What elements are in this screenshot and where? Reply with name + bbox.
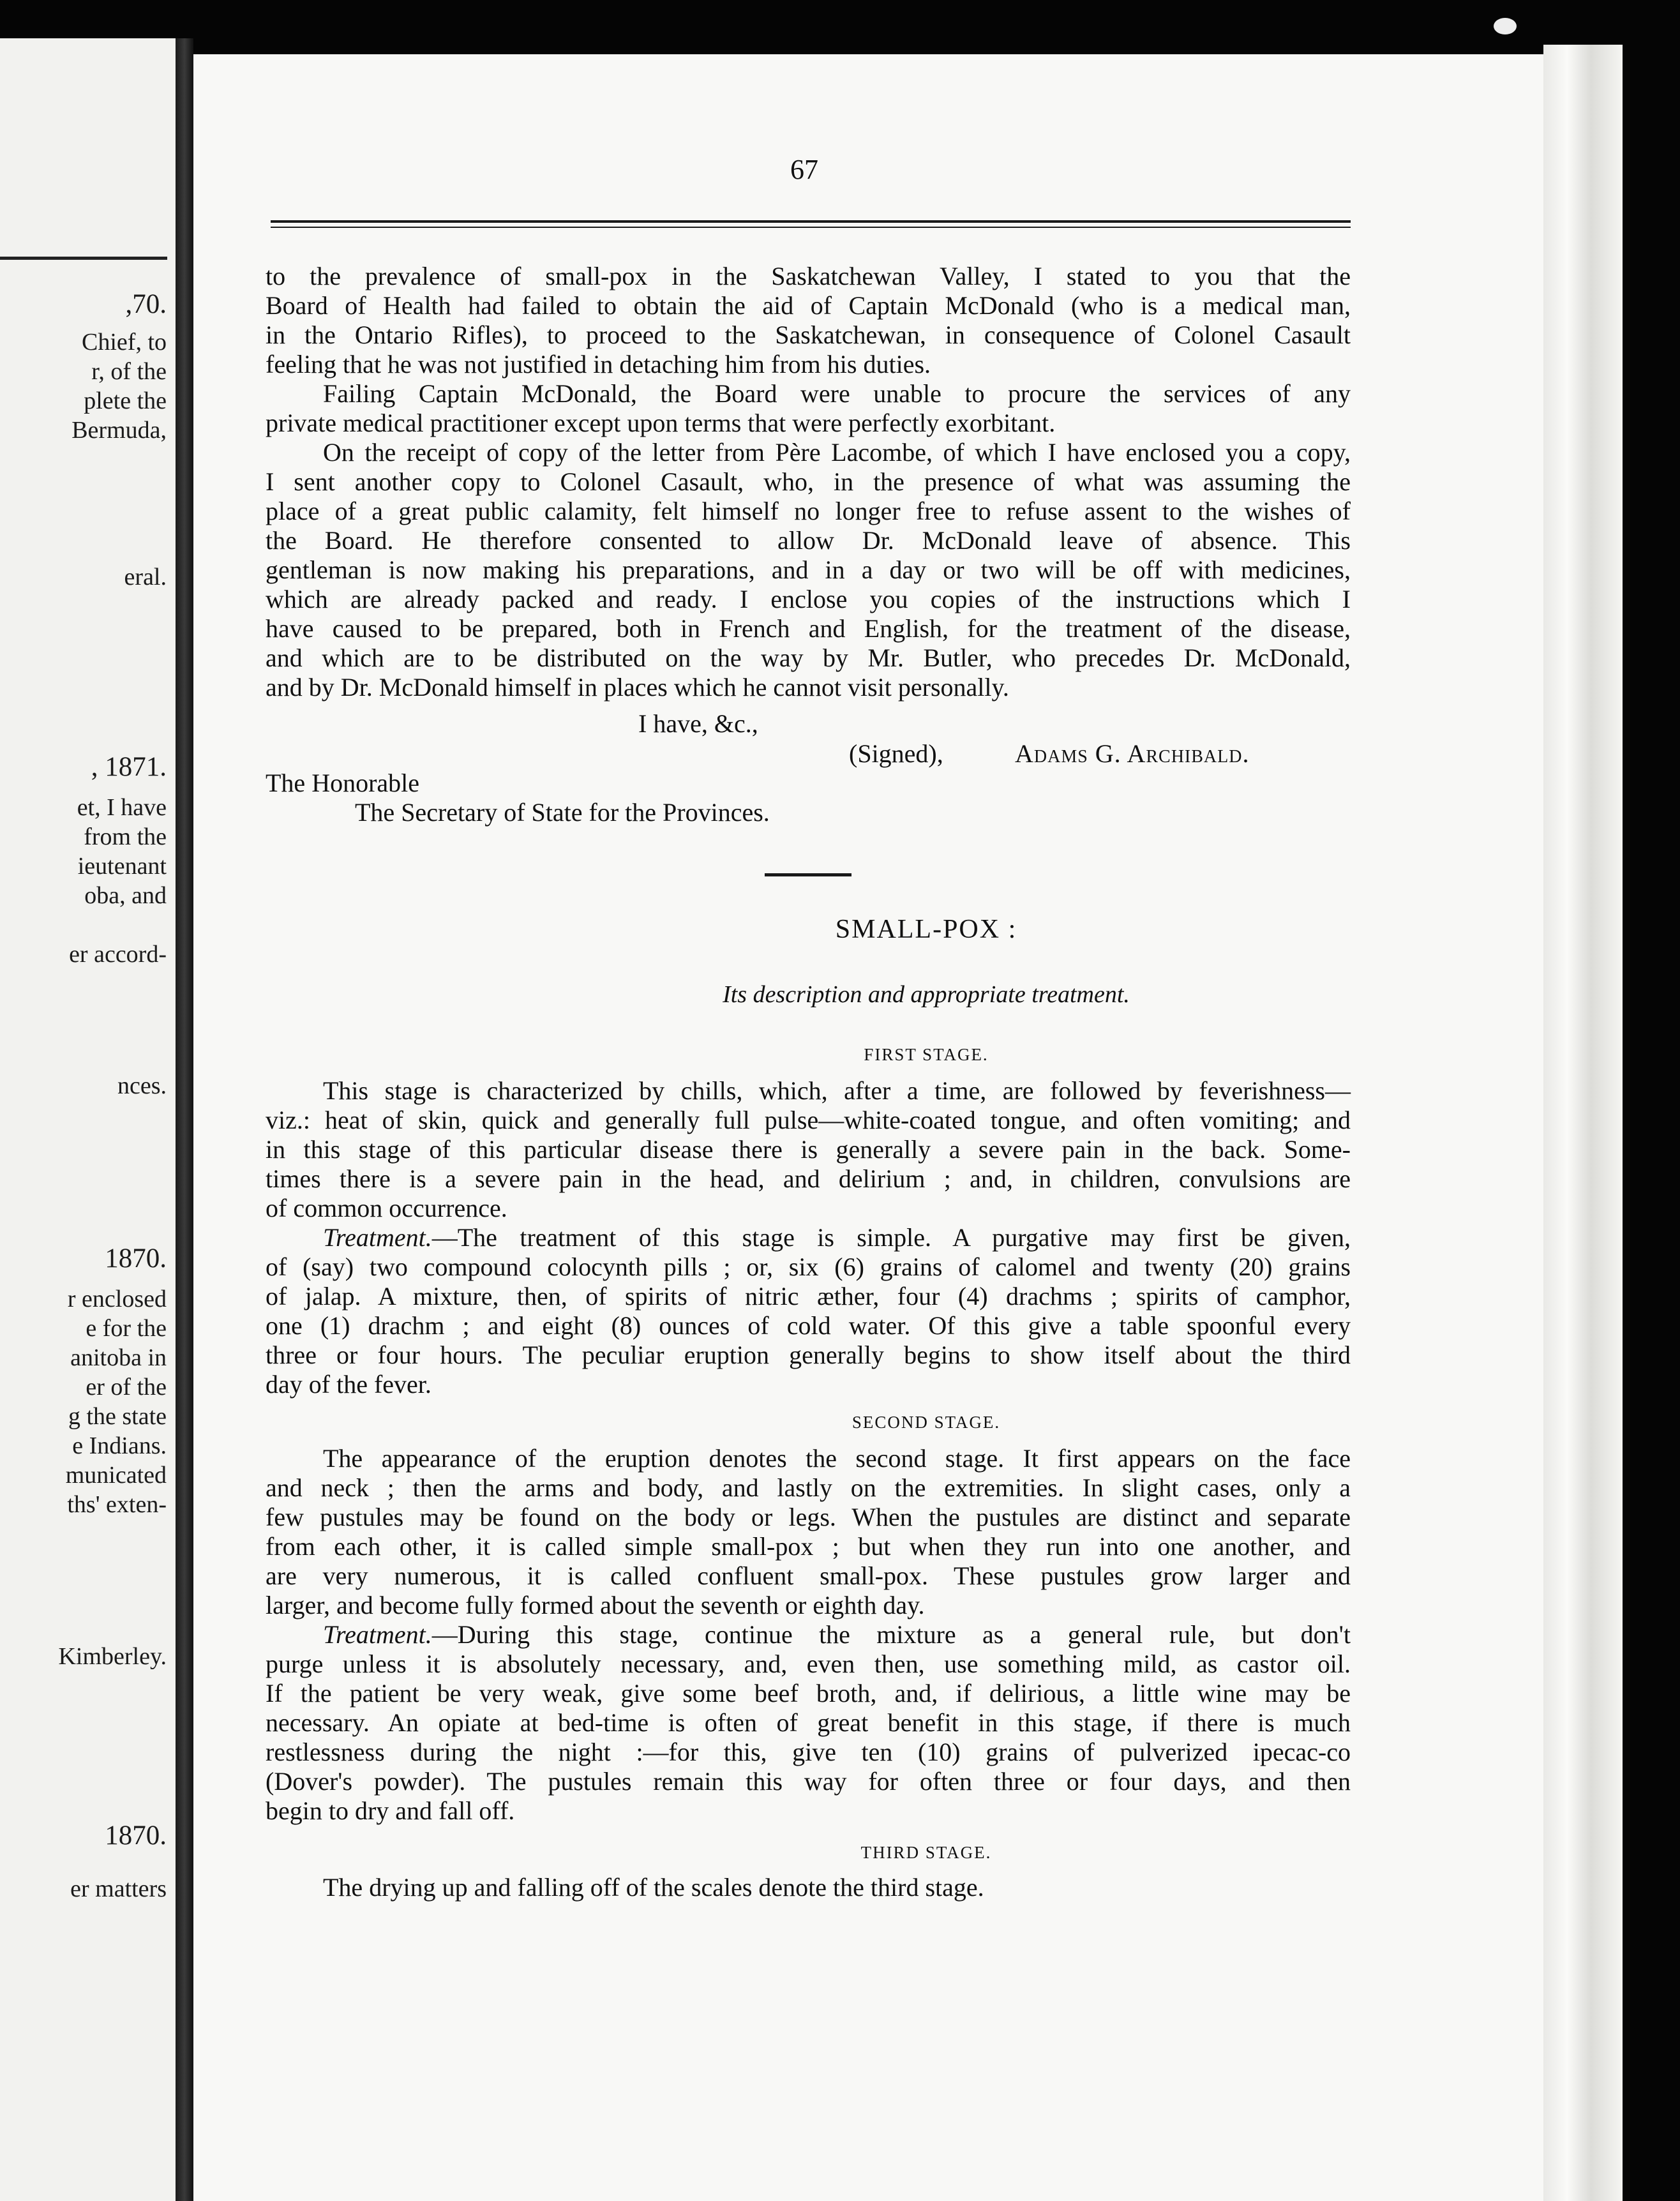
document-subtitle: Its description and appropriate treatment. [723, 981, 1130, 1008]
text-line: viz.: heat of skin, quick and generally full pulse—white-coated tongue, and often vomiting; and [266, 1106, 1351, 1134]
text-line-rest: —During this stage, continue the mixture as a general rule, but don't [431, 1620, 1351, 1649]
facing-page-text: et, I have [77, 794, 167, 821]
facing-page-rule [0, 257, 167, 260]
text-line: and which are to be distributed on the way by Mr. Butler, who precedes Dr. McDonald, [266, 643, 1351, 672]
first-stage-heading: FIRST STAGE. [864, 1045, 989, 1064]
text-line: and by Dr. McDonald himself in places which he cannot visit personally. [266, 673, 1009, 702]
facing-page-text: ,70. [125, 289, 167, 319]
text-line: place of a great public calamity, felt himself no longer free to refuse assent to the wishes of [266, 497, 1351, 525]
text-line: I sent another copy to Colonel Casault, who, in the presence of what was assuming the [266, 467, 1351, 496]
text-line: This stage is characterized by chills, which, after a time, are followed by feverishness— [323, 1076, 1351, 1105]
text-line: day of the fever. [266, 1370, 431, 1399]
facing-page-text: eral. [124, 564, 167, 590]
facing-page-text: r enclosed [67, 1286, 167, 1312]
binding-gutter [176, 38, 193, 2201]
treatment-label: Treatment. [323, 1620, 432, 1649]
page-edge [1543, 45, 1623, 2201]
text-line: feeling that he was not justified in detaching him from his duties. [266, 350, 931, 379]
facing-page-text: er of the [86, 1374, 167, 1401]
text-line: of (say) two compound colocynth pills ; or, six (6) grains of calomel and twenty (20) grains [266, 1252, 1351, 1281]
text-line: one (1) drachm ; and eight (8) ounces of cold water. Of this give a table spoonful every [266, 1311, 1351, 1340]
text-line [266, 1620, 1351, 1649]
facing-page-text: nces. [117, 1072, 167, 1099]
facing-page-text: municated [65, 1462, 167, 1489]
facing-page-text: Kimberley. [58, 1643, 167, 1670]
second-stage-heading: SECOND STAGE. [851, 1413, 1001, 1432]
facing-page-text: er matters [70, 1875, 167, 1902]
text-line: purge unless it is absolutely necessary, and, even then, use something mild, as castor oil. [266, 1649, 1351, 1678]
letter-paragraph-1 [266, 262, 1351, 379]
text-line: which are already packed and ready. I enclose you copies of the instructions which I [266, 585, 1351, 613]
text-line: (Dover's powder). The pustules remain this way for often three or four days, and then [266, 1767, 1351, 1796]
text-line: of jalap. A mixture, then, of spirits of nitric æther, four (4) drachms ; spirits of camphor, [266, 1282, 1351, 1311]
text-line-rest: —The treatment of this stage is simple. A purgative may first be given, [431, 1223, 1351, 1252]
addressee-line-2: The Secretary of State for the Provinces. [355, 798, 770, 827]
header-rule [271, 220, 1351, 228]
addressee-line-1: The Honorable [266, 769, 420, 797]
document-title: SMALL-POX : [835, 915, 1017, 944]
second-stage-treatment [266, 1620, 1351, 1826]
text-line: in this stage of this particular disease there is generally a severe pain in the back. Some- [266, 1135, 1351, 1164]
facing-page-text: g the state [68, 1403, 167, 1430]
text-line: The appearance of the eruption denotes the second stage. It first appears on the face [323, 1444, 1351, 1473]
text-line: have caused to be prepared, both in French and English, for the treatment of the disease, [266, 614, 1351, 643]
facing-page-text: e for the [86, 1315, 167, 1342]
text-line: the Board. He therefore consented to allow Dr. McDonald leave of absence. This [266, 526, 1351, 555]
text-line: few pustules may be found on the body or legs. When the pustules are distinct and separate [266, 1503, 1351, 1531]
text-line: necessary. An opiate at bed-time is often of great benefit in this stage, if there is much [266, 1708, 1351, 1737]
signed-note: (Signed), [849, 739, 943, 768]
text-line: in the Ontario Rifles), to proceed to the Saskatchewan, in consequence of Colonel Casault [266, 320, 1351, 349]
third-stage-paragraph [266, 1873, 1351, 1902]
text-line: and neck ; then the arms and body, and lastly on the extremities. In slight cases, only a [266, 1473, 1351, 1502]
second-stage-paragraph [266, 1444, 1351, 1620]
text-line: On the receipt of copy of the letter from Père Lacombe, of which I have enclosed you a copy, [323, 438, 1351, 467]
facing-page-text: plete the [84, 387, 167, 414]
text-line: If the patient be very weak, give some beef broth, and, if delirious, a little wine may be [266, 1679, 1351, 1708]
facing-page-text: er accord- [69, 941, 167, 968]
page-number: 67 [790, 154, 818, 185]
signer-name: Adams G. Archibald. [1015, 739, 1250, 768]
facing-page-text: from the [84, 823, 167, 850]
text-line: times there is a severe pain in the head, and delirium ; and, in children, convulsions are [266, 1164, 1351, 1193]
facing-page-text: anitoba in [70, 1344, 167, 1371]
facing-page-text: e Indians. [72, 1432, 167, 1459]
treatment-label: Treatment. [323, 1223, 432, 1252]
facing-page-text: r, of the [91, 358, 167, 385]
facing-page-text: 1870. [105, 1821, 167, 1851]
text-line: begin to dry and fall off. [266, 1796, 515, 1825]
first-stage-paragraph [266, 1076, 1351, 1223]
facing-page-text: 1870. [105, 1243, 167, 1273]
facing-page-text: Bermuda, [71, 417, 167, 444]
facing-page-fragment [0, 38, 176, 2201]
text-line: private medical practitioner except upon terms that were perfectly exorbitant. [266, 409, 1056, 437]
text-line [266, 1223, 1351, 1252]
text-line: Board of Health had failed to obtain the aid of Captain McDonald (who is a medical man, [266, 291, 1351, 320]
letter-closing: I have, &c., [638, 709, 758, 738]
letter-paragraph-2 [266, 379, 1351, 438]
text-line: restlessness during the night :—for this, give ten (10) grains of pulverized ipecac-co [266, 1738, 1351, 1766]
text-line: gentleman is now making his preparations, and in a day or two will be off with medicines, [266, 555, 1351, 584]
letter-paragraph-3 [266, 438, 1351, 702]
facing-page-text: , 1871. [91, 752, 167, 782]
text-line: from each other, it is called simple small-pox ; but when they run into one another, and [266, 1532, 1351, 1561]
facing-page-text: oba, and [84, 882, 167, 909]
text-line: are very numerous, it is called confluent small-pox. These pustules grow larger and [266, 1561, 1351, 1590]
section-divider [765, 873, 851, 876]
text-line: to the prevalence of small-pox in the Saskatchewan Valley, I stated to you that the [266, 262, 1351, 290]
text-line: three or four hours. The peculiar eruption generally begins to show itself about the third [266, 1341, 1351, 1369]
facing-page-text: ths' exten- [67, 1491, 167, 1518]
first-stage-treatment [266, 1223, 1351, 1399]
corner-mark [1494, 18, 1517, 34]
facing-page-text: ieutenant [77, 853, 167, 880]
text-line: Failing Captain McDonald, the Board were unable to procure the services of any [323, 379, 1351, 408]
text-line: The drying up and falling off of the scales denote the third stage. [323, 1873, 984, 1902]
facing-page-text: Chief, to [82, 329, 167, 356]
text-line: larger, and become fully formed about the seventh or eighth day. [266, 1591, 925, 1619]
third-stage-heading: THIRD STAGE. [860, 1843, 992, 1862]
text-line: of common occurrence. [266, 1194, 507, 1222]
